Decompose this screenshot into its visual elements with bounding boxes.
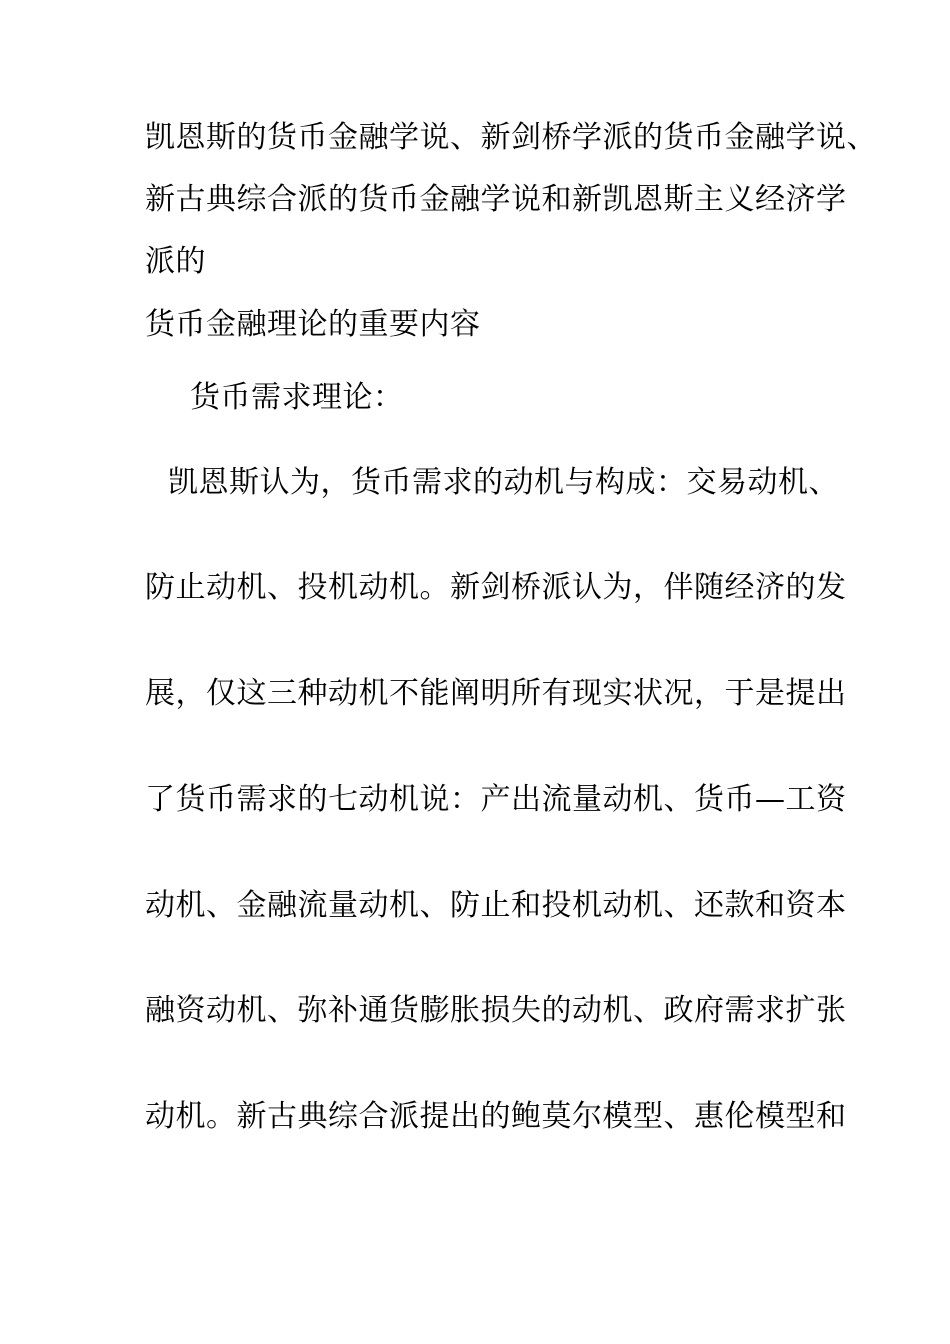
paragraph-line: 展，仅这三种动机不能阐明所有现实状况，于是提出 <box>145 676 847 711</box>
section-heading: 货币需求理论： <box>190 380 404 415</box>
text-line: 凯恩斯的货币金融学说、新剑桥学派的货币金融学说、 <box>145 120 877 155</box>
paragraph-line: 了货币需求的七动机说：产出流量动机、货币—工资 <box>145 782 847 817</box>
paragraph-line: 融资动机、弥补通货膨胀损失的动机、政府需求扩张 <box>145 993 847 1028</box>
paragraph-line: 动机、金融流量动机、防止和投机动机、还款和资本 <box>145 888 847 923</box>
text-line: 货币金融理论的重要内容 <box>145 307 481 342</box>
paragraph-line: 动机。新古典综合派提出的鲍莫尔模型、惠伦模型和 <box>145 1099 847 1134</box>
paragraph-line: 凯恩斯认为，货币需求的动机与构成：交易动机、 <box>168 465 839 500</box>
text-line: 新古典综合派的货币金融学说和新凯恩斯主义经济学 <box>145 182 847 217</box>
paragraph-line: 防止动机、投机动机。新剑桥派认为，伴随经济的发 <box>145 570 847 605</box>
text-line: 派的 <box>145 244 206 279</box>
